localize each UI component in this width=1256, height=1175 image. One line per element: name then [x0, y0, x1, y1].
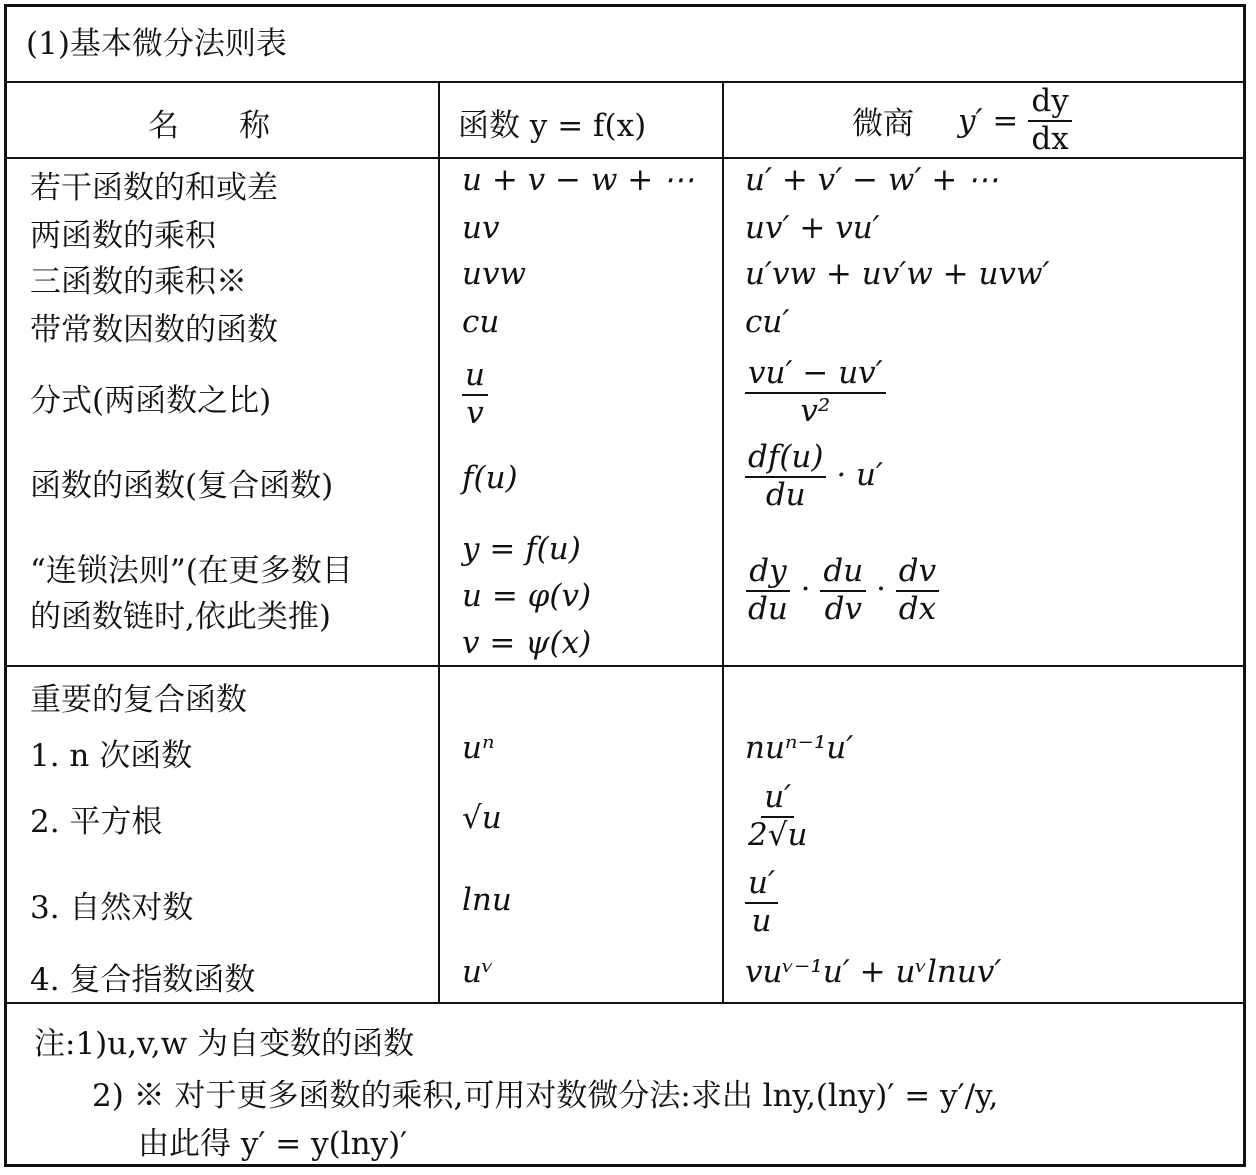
chain-name-line2: 的函数链时,依此类推): [30, 599, 331, 635]
composite-func-log: lnu: [462, 882, 512, 918]
composite-func-exp: uᵛ: [462, 954, 494, 990]
composite-name-log: 3. 自然对数: [30, 890, 194, 926]
composite-heading: 重要的复合函数: [30, 682, 247, 718]
chain-func-line3: v = ψ(x): [462, 625, 592, 661]
row-name-constant: 带常数因数的函数: [30, 312, 278, 348]
sqrt-deriv-den: 2√u: [748, 816, 808, 853]
composite-name-sqrt: 2. 平方根: [30, 804, 163, 840]
row-func-sum: u + v − w + ⋯: [462, 162, 695, 198]
composite-deriv-power: nuⁿ⁻¹u′: [745, 730, 854, 766]
deriv-composite-tail: · u′: [836, 457, 884, 494]
chain-dot-2: ·: [876, 571, 886, 608]
header-derivative-lhs: y′ =: [958, 102, 1019, 139]
row-deriv-quotient: [745, 356, 886, 429]
row-name-quotient: 分式(两函数之比): [30, 383, 272, 419]
notes-divider: [7, 1002, 1243, 1004]
func-quotient-den: v: [466, 394, 484, 431]
composite-func-power: uⁿ: [462, 730, 495, 766]
row-deriv-chain: [745, 554, 939, 627]
chain-func-line1: y = f(u): [462, 531, 581, 567]
row-deriv-composite: [745, 440, 883, 513]
composite-func-sqrt: √u: [462, 800, 502, 836]
header-function: 函数 y = f(x): [458, 108, 647, 144]
row-name-chain: [30, 548, 353, 640]
chain-d2-den: dv: [824, 590, 862, 627]
chain-d1-den: du: [748, 590, 788, 627]
table-title: (1)基本微分法则表: [26, 26, 287, 62]
note-line-1: 注:1)u,v,w 为自变数的函数: [34, 1026, 415, 1062]
composite-deriv-log: [745, 866, 778, 939]
sqrt-deriv-num: u′: [761, 780, 794, 818]
row-func-composite: f(u): [462, 460, 518, 496]
log-deriv-num: u′: [745, 866, 778, 904]
log-deriv-den: u: [751, 902, 772, 939]
col-divider-2: [722, 81, 724, 1002]
row-func-product3: uvw: [462, 256, 527, 292]
composite-name-power: 1. n 次函数: [30, 738, 193, 774]
col-divider-1: [438, 81, 440, 1002]
note-line-2: 2) ※ 对于更多函数的乘积,可用对数微分法:求出 lny,(lny)′ = y′/y,: [92, 1078, 999, 1114]
row-name-composite: 函数的函数(复合函数): [30, 468, 334, 504]
row-name-sum: 若干函数的和或差: [30, 170, 278, 206]
note-line-3: 由此得 y′ = y(lny)′: [138, 1126, 408, 1162]
deriv-composite-den: du: [765, 476, 806, 513]
row-func-quotient: [462, 358, 488, 431]
chain-dot-1: ·: [800, 571, 811, 608]
row-deriv-constant: cu′: [745, 304, 790, 340]
row-deriv-product2: uv′ + vu′: [745, 210, 880, 246]
row-deriv-sum: u′ + v′ − w′ + ⋯: [745, 162, 999, 198]
row-func-chain: [462, 526, 591, 667]
row-func-product2: uv: [462, 210, 500, 246]
deriv-quotient-num: vu′ − uv′: [745, 356, 886, 394]
deriv-quotient-den: v²: [800, 392, 831, 429]
deriv-composite-num: df(u): [745, 440, 826, 478]
composite-deriv-exp: vuᵛ⁻¹u′ + uᵛlnuv′: [745, 954, 1002, 990]
header-derivative-num: dy: [1028, 84, 1071, 122]
chain-d2-num: du: [820, 554, 866, 592]
row-func-constant: cu: [462, 304, 500, 340]
row-name-product3: 三函数的乘积※: [30, 264, 247, 300]
header-derivative-den: dx: [1031, 120, 1069, 157]
section-divider: [7, 665, 1243, 667]
header-derivative-label: 微商: [852, 106, 914, 143]
func-quotient-num: u: [462, 358, 488, 396]
row-deriv-product3: u′vw + uv′w + uvw′: [745, 256, 1050, 292]
header-derivative-fraction: [1028, 84, 1071, 157]
header-divider: [7, 157, 1243, 159]
chain-func-line2: u = φ(v): [462, 578, 592, 614]
header-derivative: [852, 84, 1072, 157]
composite-name-exp: 4. 复合指数函数: [30, 962, 256, 998]
chain-d1-num: dy: [746, 554, 789, 592]
chain-d3-den: dx: [898, 590, 937, 627]
row-name-product2: 两函数的乘积: [30, 218, 216, 254]
chain-name-line1: “连锁法则”(在更多数目: [30, 553, 353, 589]
composite-deriv-sqrt: [745, 780, 810, 853]
header-name: 名称: [148, 108, 330, 144]
chain-d3-num: dv: [896, 554, 939, 592]
